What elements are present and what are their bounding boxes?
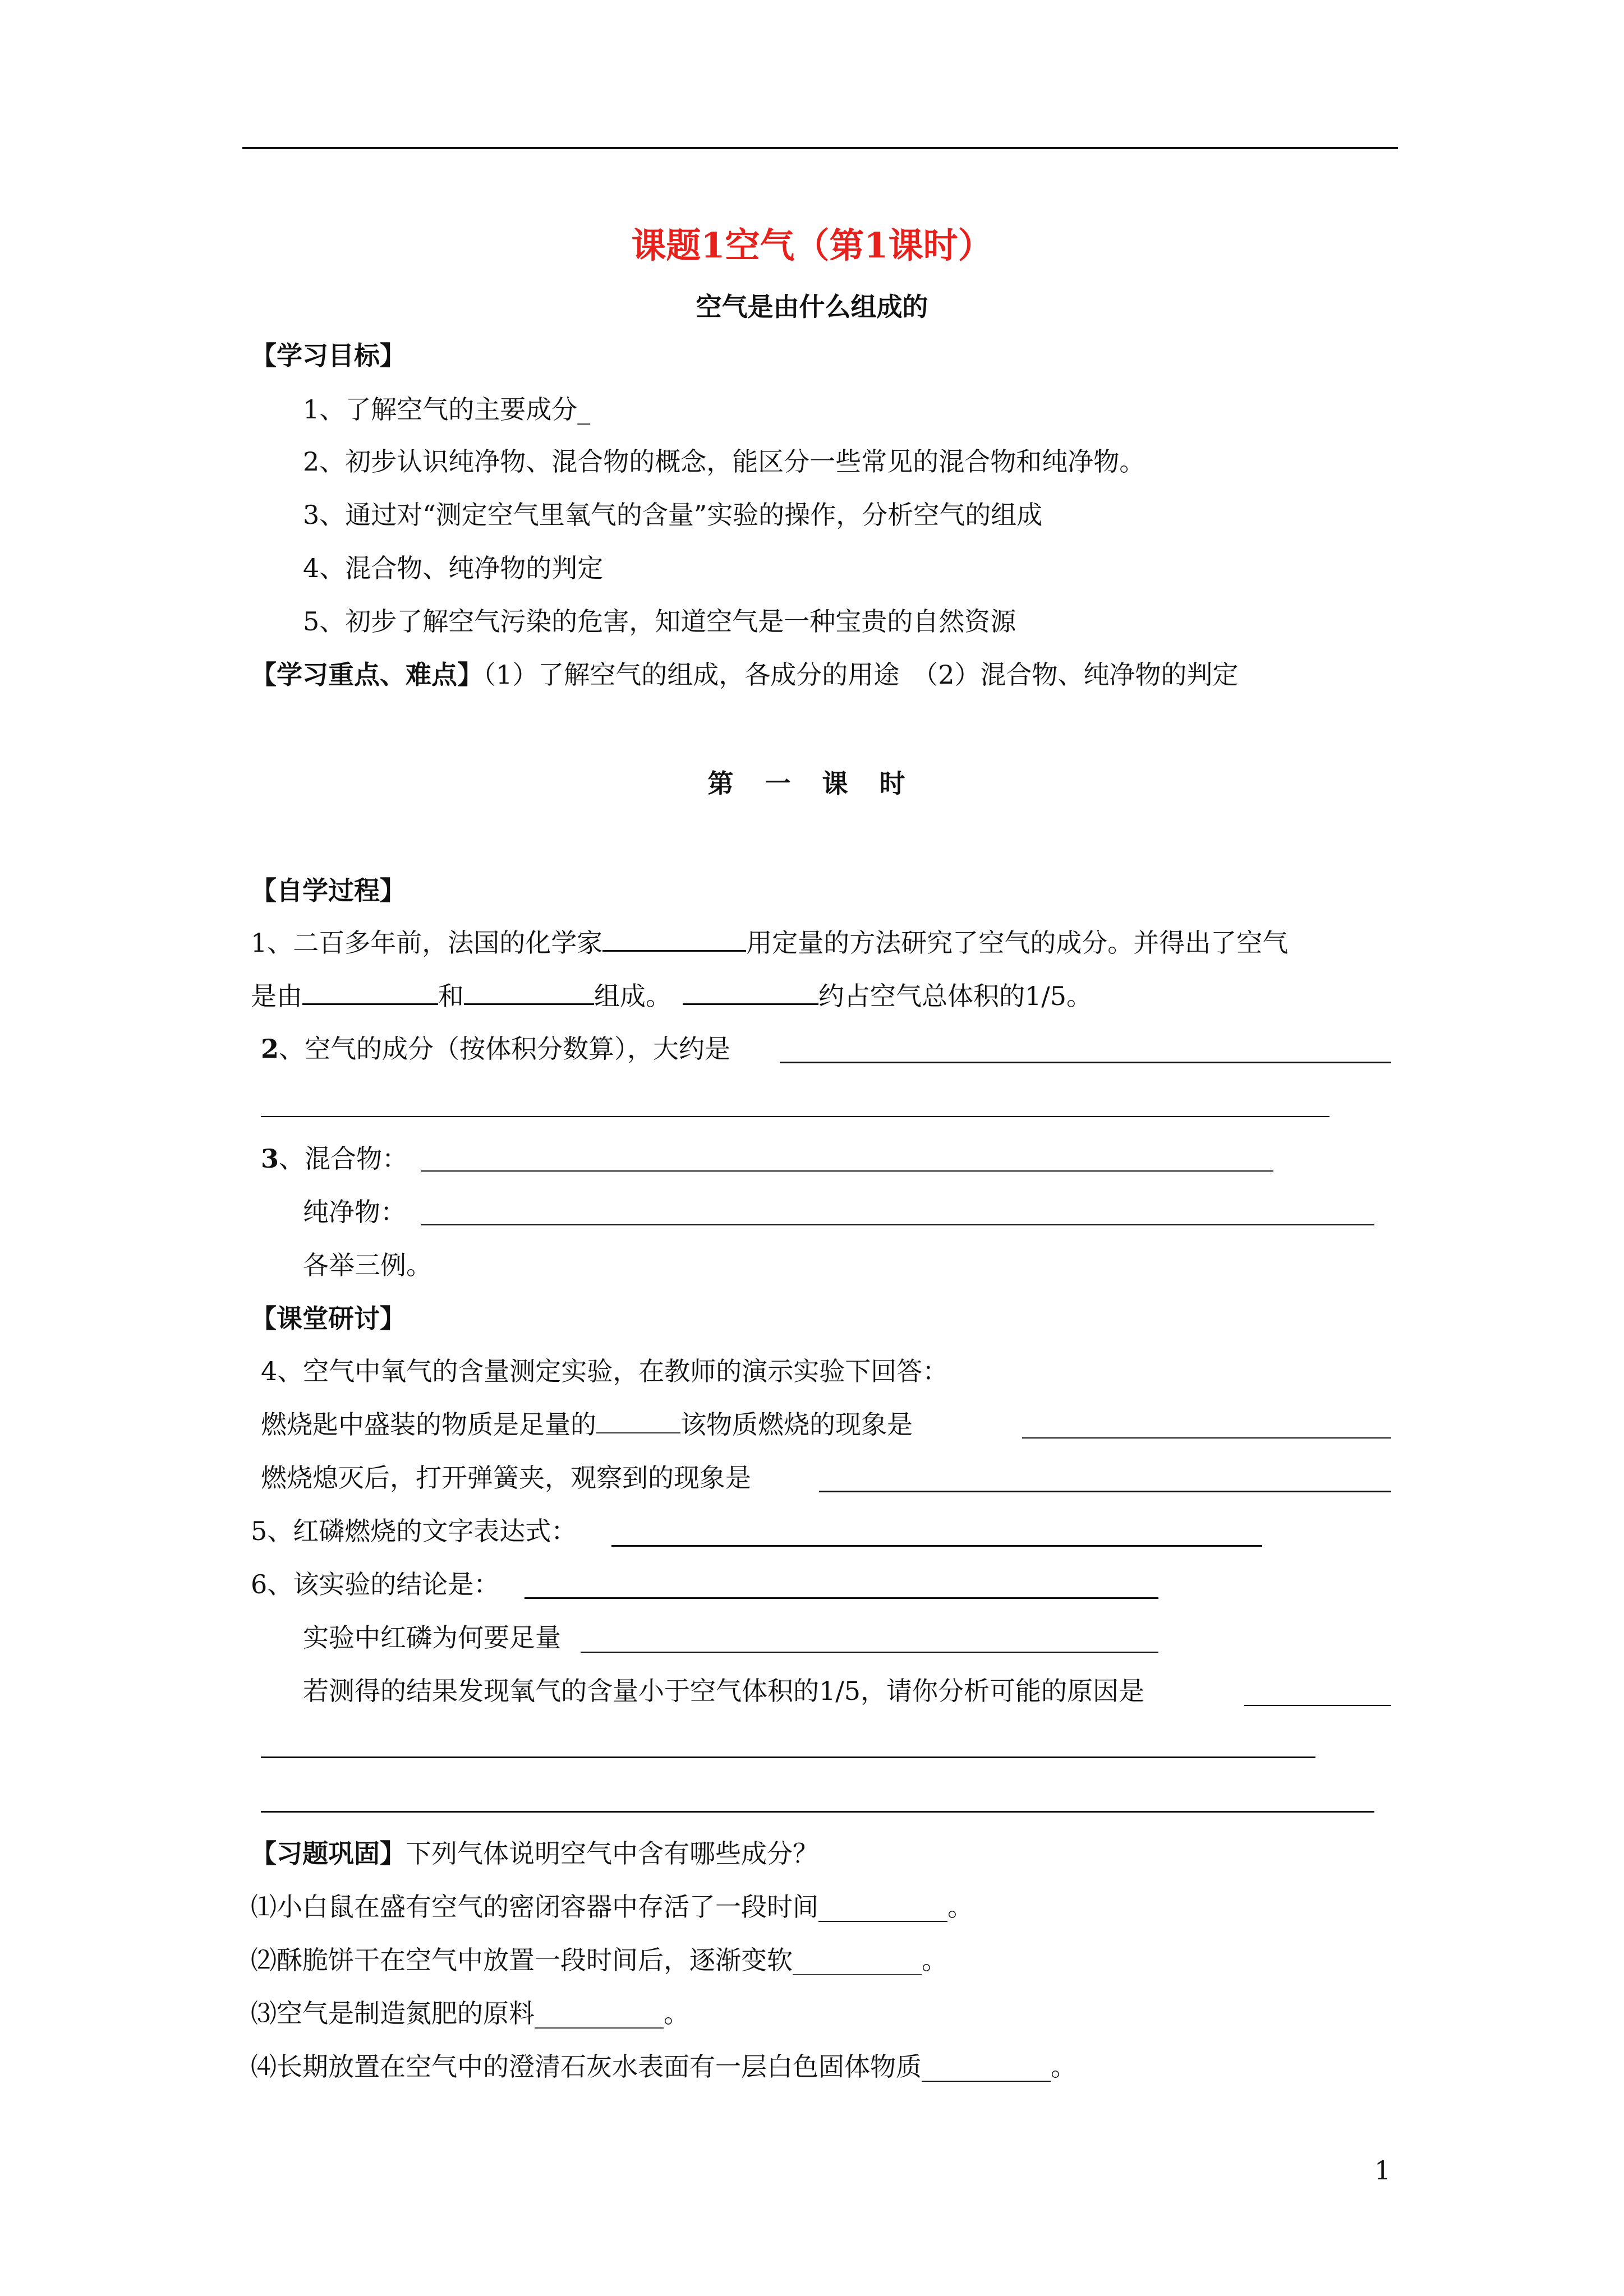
answer-line[interactable] xyxy=(780,1062,1391,1063)
objectives-header: 【学习目标】 xyxy=(251,340,406,371)
objective-item: 1、了解空气的主要成分_ xyxy=(303,394,591,425)
pure-substance-label: 纯净物： xyxy=(303,1197,406,1227)
answer-blank[interactable]: __________ xyxy=(818,1892,947,1922)
answer-blank[interactable] xyxy=(302,979,438,1005)
q1-text: 1、二百多年前，法国的化学家 xyxy=(251,928,603,958)
objective-item: 2、初步认识纯净物、混合物的概念，能区分一些常见的混合物和纯净物。 xyxy=(303,446,1145,477)
answer-blank[interactable] xyxy=(596,1408,680,1433)
class-discussion-header: 【课堂研讨】 xyxy=(251,1303,406,1334)
header-rule xyxy=(242,147,1398,149)
subtitle: 空气是由什么组成的 xyxy=(696,292,928,322)
question-4-line-1 xyxy=(261,1408,913,1441)
exercise-intro xyxy=(251,1837,818,1870)
exercise-item xyxy=(251,1890,973,1924)
answer-blank[interactable] xyxy=(464,979,594,1005)
answer-blank[interactable]: __________ xyxy=(535,1998,664,2028)
lesson-heading: 第 一 课 时 xyxy=(707,768,917,799)
exercise-text: ⑴小白鼠在盛有空气的密闭容器中存活了一段时间 xyxy=(251,1892,818,1922)
q3-number: 3 xyxy=(261,1144,279,1174)
answer-line[interactable] xyxy=(261,1811,1374,1813)
exercise-text: ⑵酥脆饼干在空气中放置一段时间后，逐渐变软 xyxy=(251,1945,793,1975)
question-1-line-1 xyxy=(251,925,1288,960)
key-points-text: （1）了解空气的组成，各成分的用途 （2）混合物、纯净物的判定 xyxy=(483,660,1239,690)
objective-item: 3、通过对“测定空气里氧气的含量”实验的操作，分析空气的组成 xyxy=(303,500,1043,530)
answer-blank[interactable]: __________ xyxy=(922,2051,1051,2082)
question-1-line-2 xyxy=(251,979,1092,1013)
answer-line[interactable] xyxy=(525,1597,1158,1599)
q1-text: 用定量的方法研究了空气的成分。并得出了空气 xyxy=(746,928,1289,958)
key-points xyxy=(251,658,1239,691)
question-6-c: 若测得的结果发现氧气的含量小于空气体积的1/5，请你分析可能的原因是 xyxy=(303,1676,1145,1706)
question-2 xyxy=(261,1032,730,1066)
exercise-item xyxy=(251,1997,689,2030)
objective-item: 5、初步了解空气污染的危害，知道空气是一种宝贵的自然资源 xyxy=(303,606,1016,637)
exercise-intro-text: 下列气体说明空气中含有哪些成分？ xyxy=(406,1838,818,1869)
key-points-header: 【学习重点、难点】 xyxy=(251,660,483,690)
answer-blank[interactable] xyxy=(602,925,746,952)
answer-line[interactable] xyxy=(421,1170,1273,1172)
answer-line[interactable] xyxy=(611,1545,1262,1547)
q1-text: 组成。 xyxy=(594,981,671,1011)
question-4: 4、空气中氧气的含量测定实验，在教师的演示实验下回答： xyxy=(261,1356,949,1386)
q1-text: 约占空气总体积的1/5。 xyxy=(818,981,1093,1011)
q2-number: 2 xyxy=(261,1034,279,1064)
page-number: 1 xyxy=(1374,2155,1391,2186)
q4-text: 燃烧匙中盛装的物质是足量的 xyxy=(261,1409,596,1440)
question-6-b: 实验中红磷为何要足量 xyxy=(303,1622,561,1653)
question-5: 5、红磷燃烧的文字表达式： xyxy=(251,1516,577,1546)
exercise-item xyxy=(251,2050,1076,2083)
q1-text: 和 xyxy=(438,981,464,1011)
answer-line[interactable] xyxy=(261,1756,1315,1758)
self-study-header: 【自学过程】 xyxy=(251,875,406,906)
exercise-item xyxy=(251,1943,947,1977)
question-3 xyxy=(261,1142,408,1175)
exercise-text: ⑷长期放置在空气中的澄清石灰水表面有一层白色固体物质 xyxy=(251,2051,922,2082)
answer-line[interactable] xyxy=(421,1224,1374,1225)
q3-text: 、混合物： xyxy=(279,1144,408,1174)
page-title: 课题1空气（第1课时） xyxy=(631,225,993,266)
q1-text: 是由 xyxy=(251,981,302,1011)
question-6: 6、该实验的结论是： xyxy=(251,1569,500,1599)
objective-item: 4、混合物、纯净物的判定 xyxy=(303,553,604,583)
exercise-header: 【习题巩固】 xyxy=(251,1838,406,1869)
question-4-line-2: 燃烧熄灭后，打开弹簧夹，观察到的现象是 xyxy=(261,1463,751,1493)
answer-line[interactable] xyxy=(1244,1705,1391,1706)
q4-text: 该物质燃烧的现象是 xyxy=(680,1409,913,1440)
examples-note: 各举三例。 xyxy=(303,1250,432,1280)
exercise-text: ⑶空气是制造氮肥的原料 xyxy=(251,1998,535,2028)
answer-blank[interactable]: __________ xyxy=(793,1945,922,1975)
answer-line[interactable] xyxy=(1022,1437,1391,1439)
answer-line[interactable] xyxy=(261,1116,1329,1117)
answer-blank[interactable] xyxy=(683,979,818,1005)
answer-line[interactable] xyxy=(581,1652,1158,1653)
answer-line[interactable] xyxy=(819,1491,1391,1492)
exercise-period: 。 xyxy=(1051,2051,1076,2082)
exercise-period: 。 xyxy=(664,1998,689,2028)
exercise-period: 。 xyxy=(922,1945,947,1975)
q2-text: 、空气的成分（按体积分数算），大约是 xyxy=(279,1034,731,1064)
exercise-period: 。 xyxy=(947,1892,973,1922)
